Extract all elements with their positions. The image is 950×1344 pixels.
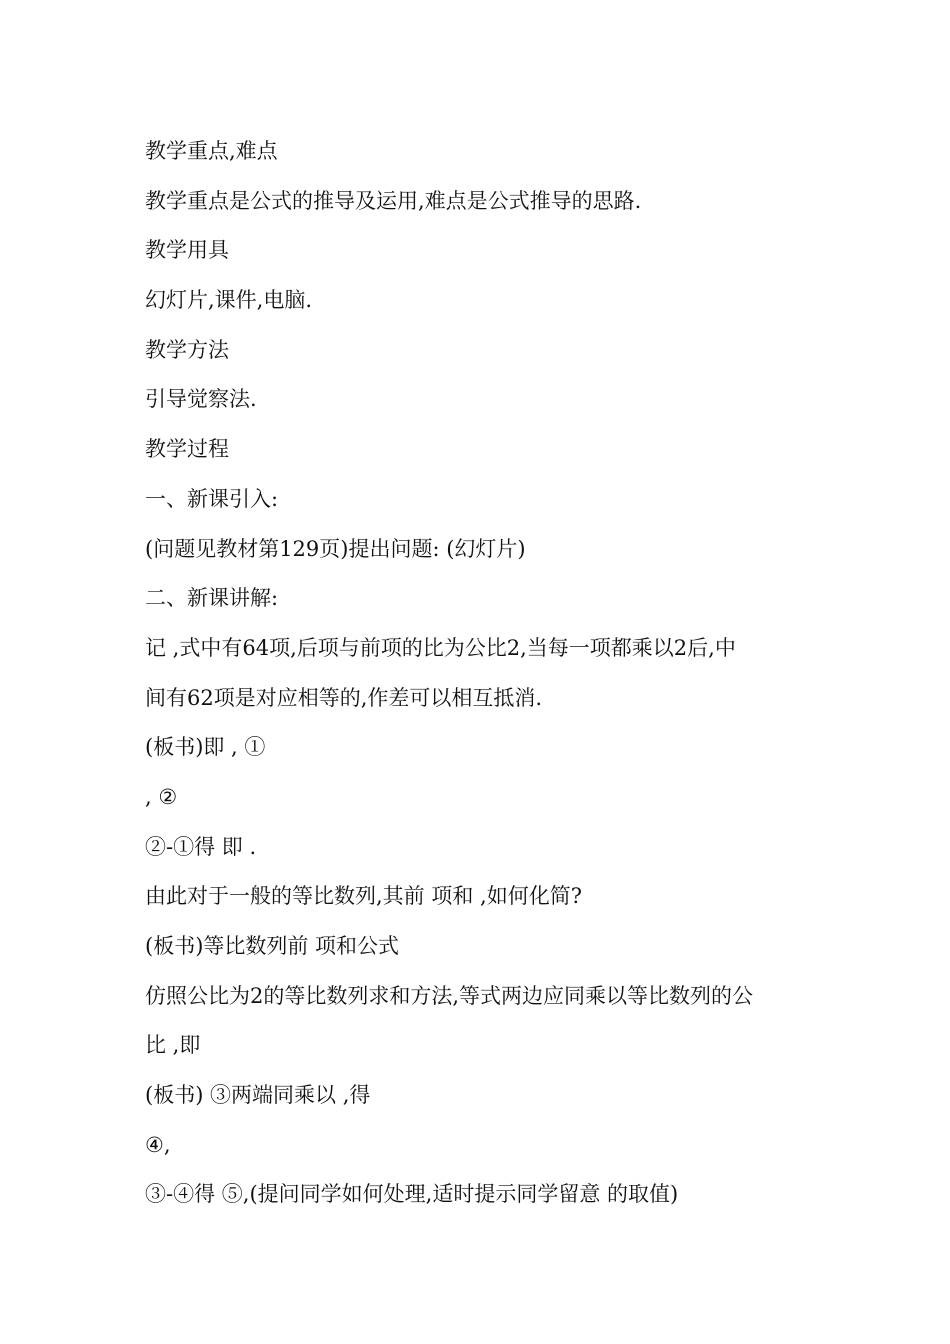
paragraph-question: (问题见教材第129页)提出问题: (幻灯片) bbox=[145, 536, 526, 561]
paragraph-teaching-method: 引导觉察法. bbox=[145, 387, 257, 412]
heading-teaching-process: 教学过程 bbox=[145, 437, 229, 462]
heading-key-points: 教学重点,难点 bbox=[145, 139, 278, 163]
paragraph-method-line-1: 仿照公比为2的等比数列求和方法,等式两边应同乘以等比数列的公 bbox=[145, 983, 754, 1008]
board-subtraction: ②-①得 即 . bbox=[145, 834, 257, 859]
heading-teaching-method: 教学方法 bbox=[145, 337, 229, 362]
board-equation-5: ③-④得 ⑤,(提问同学如何处理,适时提示同学留意 的取值) bbox=[145, 1182, 679, 1207]
section-lecture: 二、新课讲解: bbox=[145, 586, 279, 611]
board-equation-2: , ② bbox=[145, 784, 178, 809]
paragraph-lecture-line-2: 间有62项是对应相等的,作差可以相互抵消. bbox=[145, 685, 543, 710]
paragraph-lecture-line-1: 记 ,式中有64项,后项与前项的比为公比2,当每一项都乘以2后,中 bbox=[145, 635, 736, 660]
paragraph-method-line-2: 比 ,即 bbox=[145, 1033, 201, 1058]
section-introduction: 一、新课引入: bbox=[145, 486, 279, 511]
paragraph-teaching-tools: 幻灯片,课件,电脑. bbox=[145, 288, 313, 313]
board-formula-title: (板书)等比数列前 项和公式 bbox=[145, 934, 400, 958]
heading-teaching-tools: 教学用具 bbox=[145, 238, 229, 263]
paragraph-general-question: 由此对于一般的等比数列,其前 项和 ,如何化简? bbox=[145, 884, 582, 909]
board-equation-3: (板书) ③两端同乘以 ,得 bbox=[145, 1083, 371, 1108]
document-body bbox=[145, 131, 815, 1224]
paragraph-key-points: 教学重点是公式的推导及运用,难点是公式推导的思路. bbox=[145, 188, 642, 213]
board-equation-1: (板书)即 , ① bbox=[145, 735, 266, 760]
board-equation-4: ④, bbox=[145, 1132, 171, 1157]
